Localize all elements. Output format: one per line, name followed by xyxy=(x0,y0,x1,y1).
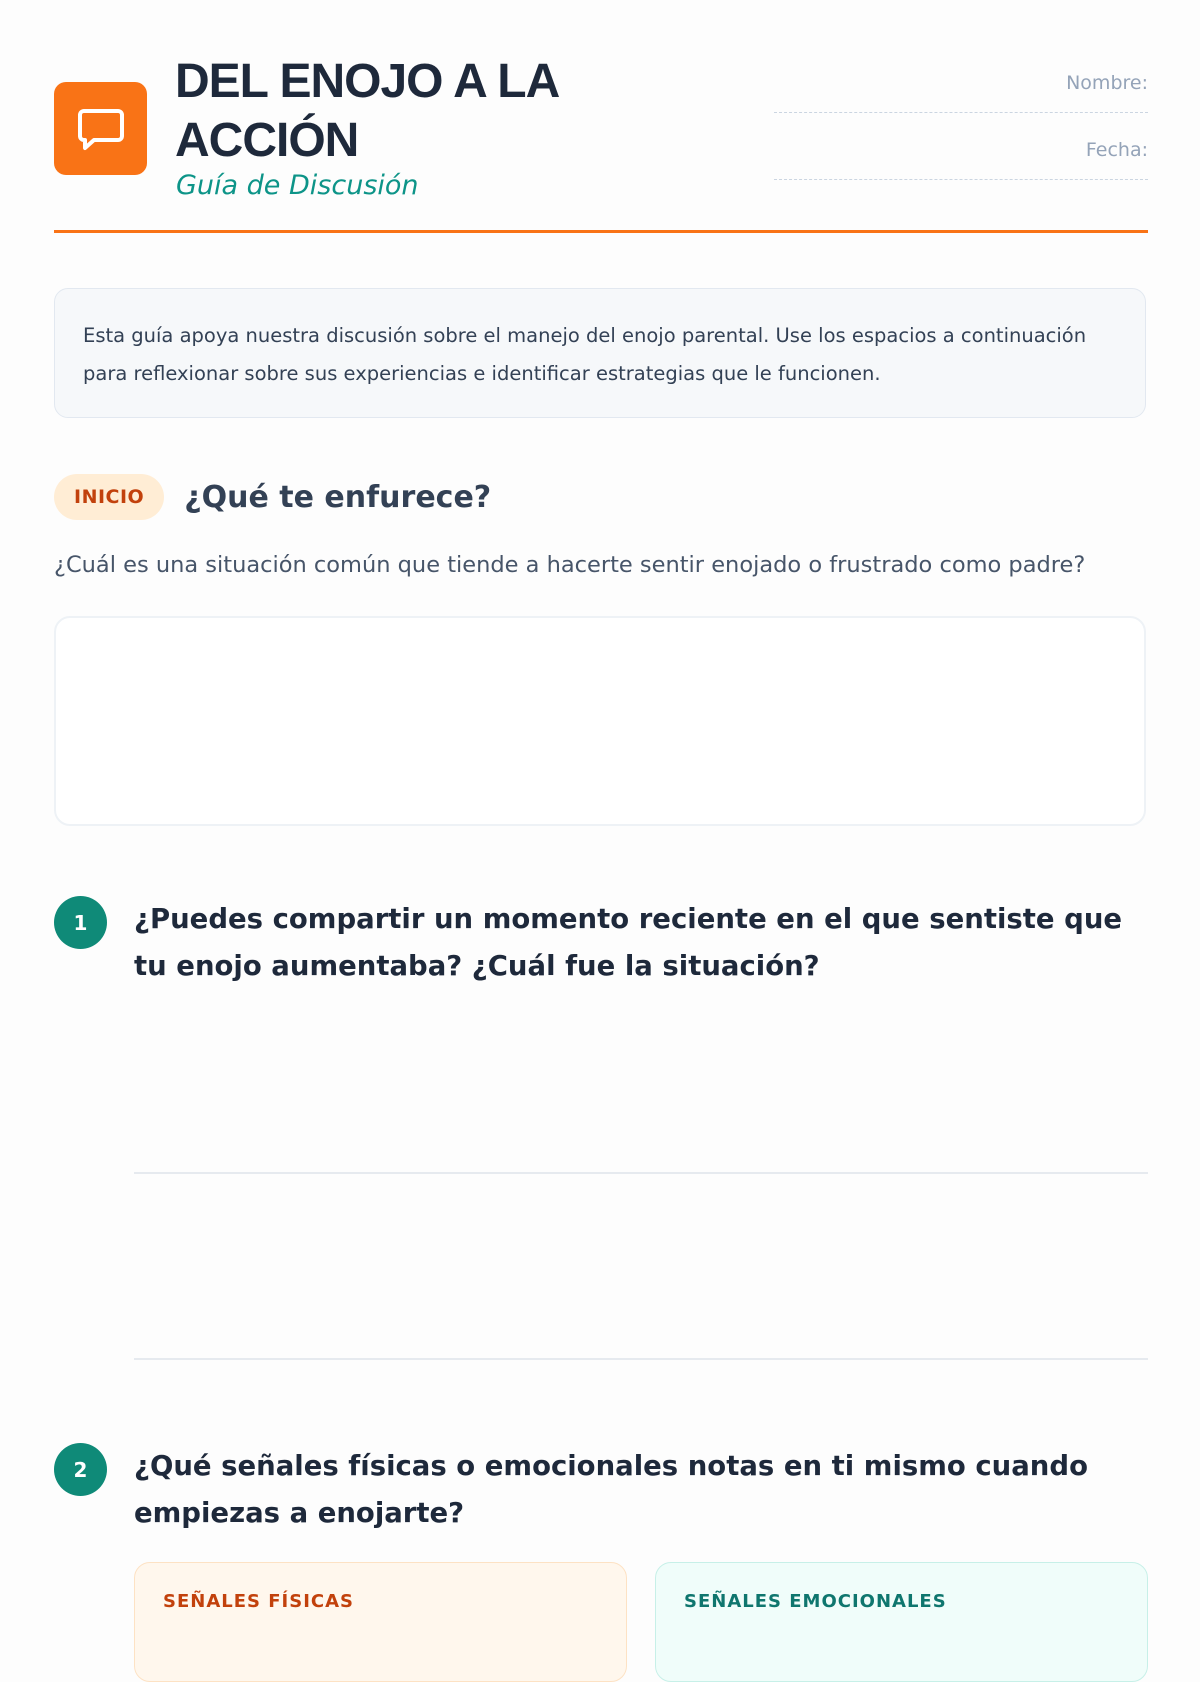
start-badge: INICIO xyxy=(54,474,164,520)
header-divider xyxy=(54,230,1148,233)
question-number-badge: 2 xyxy=(54,1443,107,1496)
emotional-signals-label: SEÑALES EMOCIONALES xyxy=(684,1591,947,1612)
question-2-text: ¿Qué señales físicas o emocionales notas en ti mismo cuando empiezas a enojarte? xyxy=(134,1450,1088,1529)
worksheet-page xyxy=(54,0,1148,1612)
answer-line[interactable] xyxy=(134,1358,1148,1360)
page-title: DEL ENOJO A LA ACCIÓN xyxy=(175,55,558,167)
chat-bubble-glyph xyxy=(75,103,127,155)
date-field[interactable] xyxy=(774,179,1148,180)
emotional-signals-card[interactable] xyxy=(655,1562,1148,1682)
name-label: Nombre: xyxy=(1066,72,1148,94)
page-subtitle: Guía de Discusión xyxy=(176,170,419,201)
chat-bubble-icon xyxy=(54,82,147,175)
worksheet-header xyxy=(54,0,1148,236)
answer-line[interactable] xyxy=(134,1172,1148,1174)
intro-box xyxy=(54,288,1146,418)
start-answer-box[interactable] xyxy=(54,616,1146,826)
date-label: Fecha: xyxy=(1085,139,1148,161)
question-number-badge: 1 xyxy=(54,896,107,949)
start-question: ¿Cuál es una situación común que tiende a hacerte sentir enojado o frustrado como padre? xyxy=(54,552,1086,578)
question-1-text: ¿Puedes compartir un momento reciente en el que sentiste que tu enojo aumentaba? ¿Cuál fue la situación? xyxy=(134,903,1123,982)
physical-signals-card[interactable] xyxy=(134,1562,627,1682)
name-field[interactable] xyxy=(774,112,1148,113)
physical-signals-label: SEÑALES FÍSICAS xyxy=(163,1591,355,1612)
name-date-fields xyxy=(774,72,1148,206)
intro-text: Esta guía apoya nuestra discusión sobre el manejo del enojo parental. Use los espacios a continuación para reflexionar sobre sus experiencias e identificar estrategias que le funcionen. xyxy=(83,324,1087,385)
start-title: ¿Qué te enfurece? xyxy=(184,479,492,515)
start-section-heading xyxy=(54,474,491,520)
